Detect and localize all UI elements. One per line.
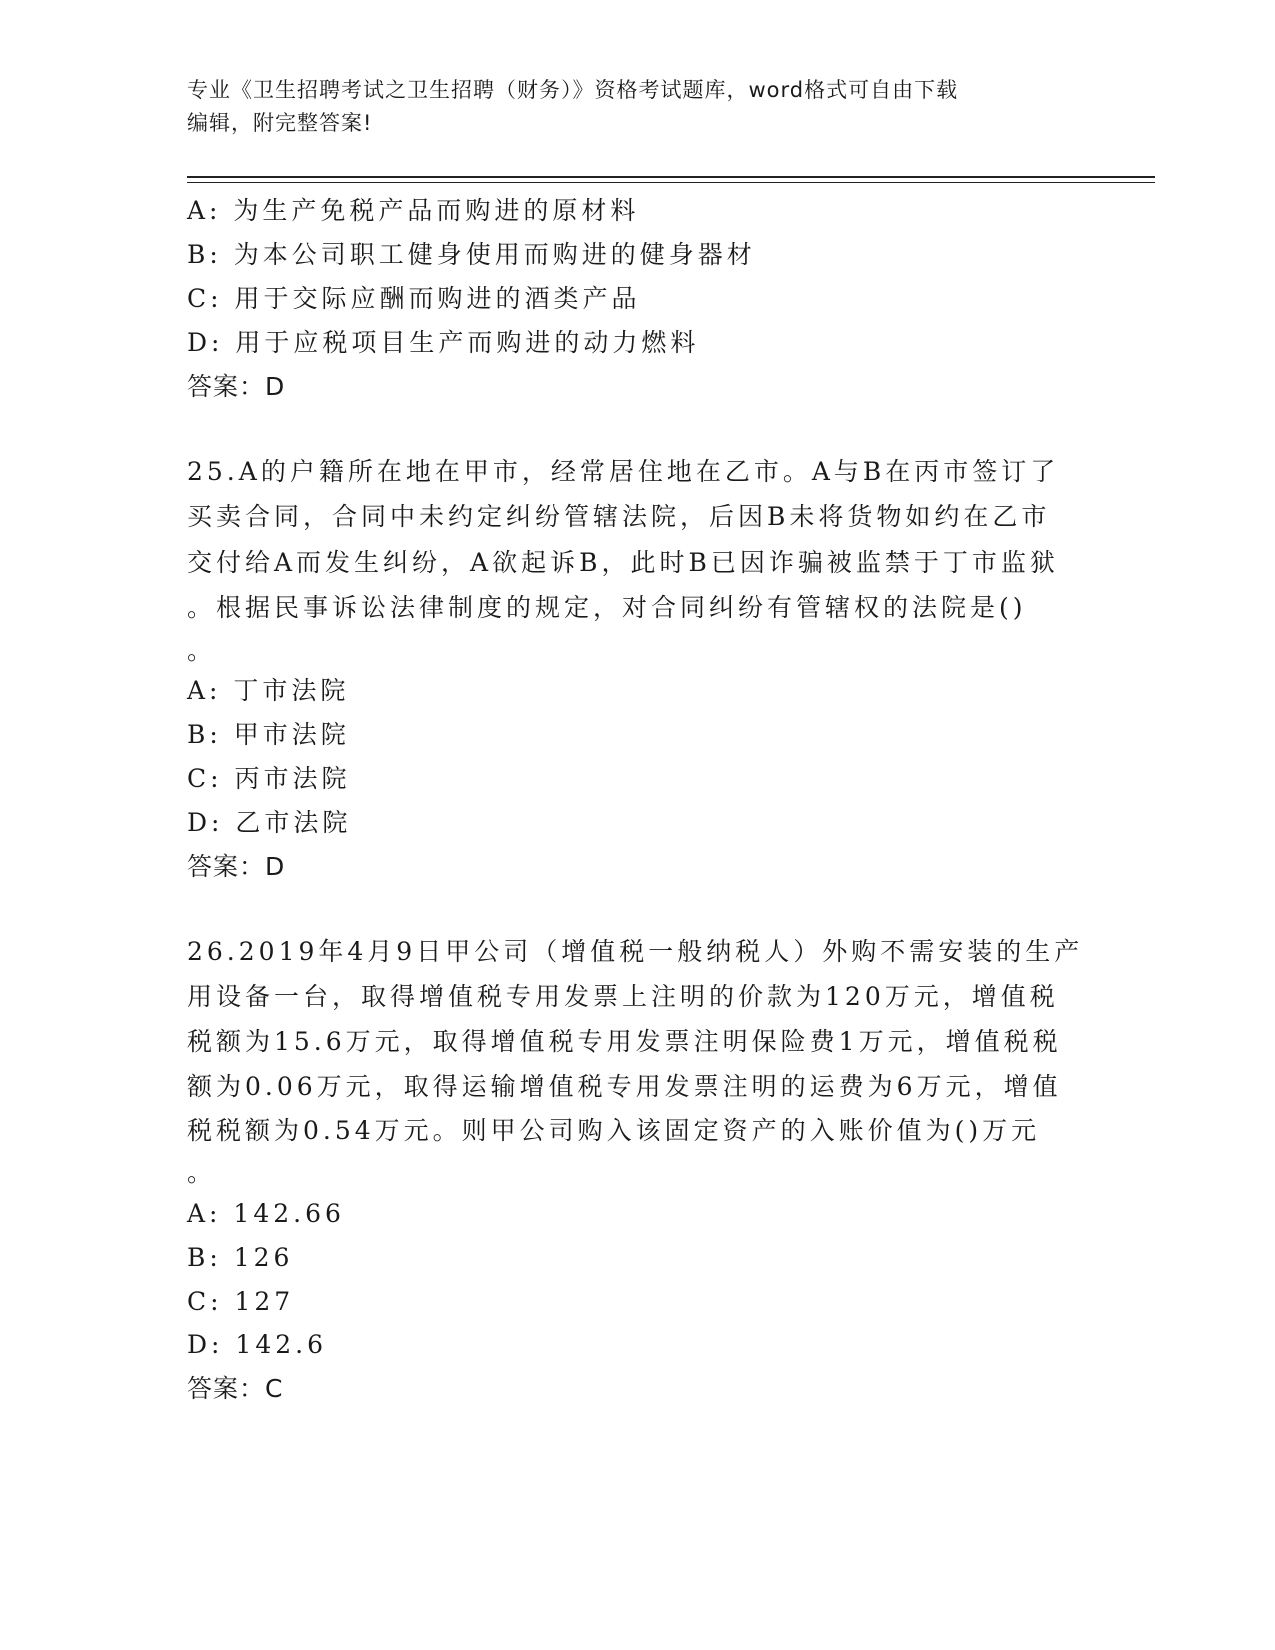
q25-text-line-3: 交付给A而发生纠纷，A欲起诉B，此时B已因诈骗被监禁于丁市监狱: [187, 548, 1059, 577]
q25-text-line-2: 买卖合同，合同中未约定纠纷管辖法院，后因B未将货物如约在乙市: [187, 502, 1051, 531]
q26-text-line-1: 26.2019年4月9日甲公司（增值税一般纳税人）外购不需安装的生产: [187, 937, 1084, 966]
q25-option-c: C: 丙市法院: [187, 764, 351, 793]
q25-option-b: B: 甲市法院: [187, 720, 350, 749]
q26-option-b: B: 126: [187, 1243, 294, 1272]
q26-answer: 答案：C: [187, 1374, 284, 1403]
header-line-1: 专业《卫生招聘考试之卫生招聘（财务）》资格考试题库，word格式可自由下载: [187, 78, 959, 102]
q26-text-line-3: 税额为15.6万元，取得增值税专用发票注明保险费1万元，增值税税: [187, 1027, 1062, 1056]
header-line-2: 编辑，附完整答案!: [187, 111, 373, 135]
q24-option-d: D: 用于应税项目生产而购进的动力燃料: [187, 328, 700, 357]
q25-text-line-5: 。: [187, 636, 217, 665]
header-rule-thick: [187, 176, 1155, 178]
q26-text-line-6: 。: [187, 1158, 217, 1187]
q26-option-d: D: 142.6: [187, 1330, 327, 1359]
q26-text-line-5: 税税额为0.54万元。则甲公司购入该固定资产的入账价值为()万元: [187, 1116, 1041, 1145]
q24-option-c: C: 用于交际应酬而购进的酒类产品: [187, 284, 641, 313]
q25-text-line-4: 。根据民事诉讼法律制度的规定，对合同纠纷有管辖权的法院是(): [187, 593, 1027, 622]
q26-text-line-4: 额为0.06万元，取得运输增值税专用发票注明的运费为6万元，增值: [187, 1072, 1062, 1101]
header-rule-thin: [187, 182, 1155, 183]
q26-option-a: A: 142.66: [187, 1199, 345, 1228]
q25-option-a: A: 丁市法院: [187, 676, 350, 705]
q25-option-d: D: 乙市法院: [187, 808, 352, 837]
document-header: [187, 74, 1067, 140]
q24-option-b: B: 为本公司职工健身使用而购进的健身器材: [187, 240, 756, 269]
q25-answer: 答案：D: [187, 852, 286, 881]
q24-option-a: A: 为生产免税产品而购进的原材料: [187, 196, 640, 225]
q26-text-line-2: 用设备一台，取得增值税专用发票上注明的价款为120万元，增值税: [187, 982, 1059, 1011]
q24-answer: 答案：D: [187, 372, 286, 401]
q25-text-line-1: 25.A的户籍所在地在甲市，经常居住地在乙市。A与B在丙市签订了: [187, 457, 1060, 486]
q26-option-c: C: 127: [187, 1287, 295, 1316]
